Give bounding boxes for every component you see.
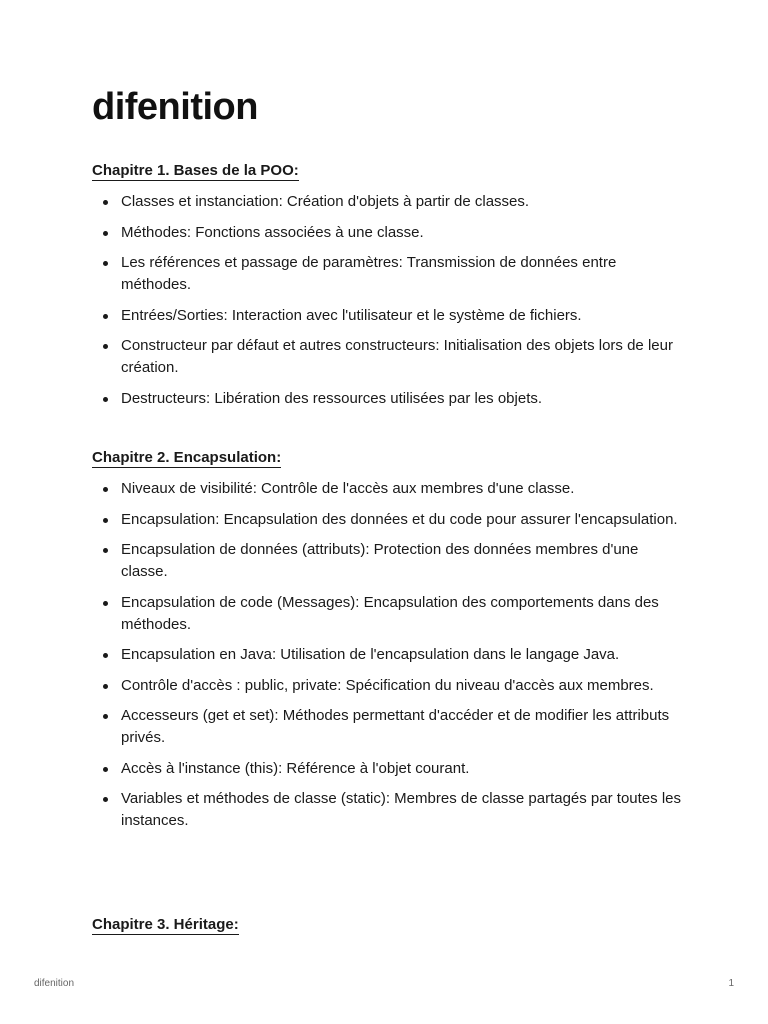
list-item-text: Contrôle d'accès : public, private: Spécification du niveau d'accès aux membres. (121, 676, 654, 694)
list-item (92, 388, 682, 410)
list-item (92, 675, 682, 697)
list-item (92, 252, 682, 296)
list-item (92, 539, 682, 583)
list-item-text: Les références et passage de paramètres: Transmission de données entre méthodes. (121, 254, 617, 293)
list-item-text: Constructeur par défaut et autres constructeurs: Initialisation des objets lors de leur création. (121, 337, 673, 376)
list-item (92, 592, 682, 636)
bullet-icon (103, 548, 108, 553)
bullet-icon (103, 200, 108, 205)
list-item-text: Accesseurs (get et set): Méthodes permettant d'accéder et de modifier les attributs privés. (121, 707, 670, 746)
bullet-icon (103, 767, 108, 772)
list-item (92, 705, 682, 749)
list-item-text: Entrées/Sorties: Interaction avec l'utilisateur et le système de fichiers. (121, 306, 582, 324)
bullet-list (92, 191, 682, 410)
list-item-text: Encapsulation de données (attributs): Protection des données membres d'une classe. (121, 541, 639, 580)
bullet-icon (103, 797, 108, 802)
section-heading: Chapitre 1. Bases de la POO: (92, 162, 299, 179)
list-item-text: Classes et instanciation: Création d'objets à partir de classes. (121, 193, 530, 210)
footer-document-title: difenition (34, 978, 75, 989)
list-item-text: Variables et méthodes de classe (static): Membres de classe partagés par toutes les instances. (121, 790, 681, 829)
list-item (92, 788, 682, 832)
list-item (92, 222, 682, 244)
bullet-list (92, 478, 682, 832)
list-item-text: Niveaux de visibilité: Contrôle de l'accès aux membres d'une classe. (121, 480, 575, 497)
list-item (92, 644, 682, 666)
section-heading: Chapitre 2. Encapsulation: (92, 449, 282, 466)
list-item-text: Méthodes: Fonctions associées à une classe. (121, 223, 424, 241)
list-item-text: Encapsulation en Java: Utilisation de l'encapsulation dans le langage Java. (121, 646, 620, 663)
list-item-text: Destructeurs: Libération des ressources utilisées par les objets. (121, 389, 543, 407)
list-item (92, 758, 682, 780)
bullet-icon (103, 714, 108, 719)
bullet-icon (103, 653, 108, 658)
footer-page-number: 1 (728, 978, 734, 989)
bullet-icon (103, 397, 108, 402)
bullet-icon (103, 684, 108, 689)
bullet-icon (103, 231, 108, 236)
list-item (92, 191, 682, 213)
list-item-text: Accès à l'instance (this): Référence à l'objet courant. (121, 759, 470, 777)
bullet-icon (103, 314, 108, 319)
list-item (92, 478, 682, 500)
bullet-icon (103, 487, 108, 492)
section-heading: Chapitre 3. Héritage: (92, 916, 239, 933)
list-item-text: Encapsulation: Encapsulation des données et du code pour assurer l'encapsulation. (121, 510, 678, 528)
list-item (92, 335, 682, 379)
list-item (92, 509, 682, 531)
bullet-icon (103, 601, 108, 606)
bullet-icon (103, 261, 108, 266)
list-item-text: Encapsulation de code (Messages): Encapsulation des comportements dans des méthodes. (121, 593, 659, 633)
bullet-icon (103, 344, 108, 349)
bullet-icon (103, 518, 108, 523)
section-chapitre-1 (92, 162, 682, 418)
page-title: difenition (92, 86, 258, 128)
section-chapitre-3 (92, 916, 682, 935)
list-item (92, 305, 682, 327)
section-chapitre-2 (92, 449, 682, 841)
